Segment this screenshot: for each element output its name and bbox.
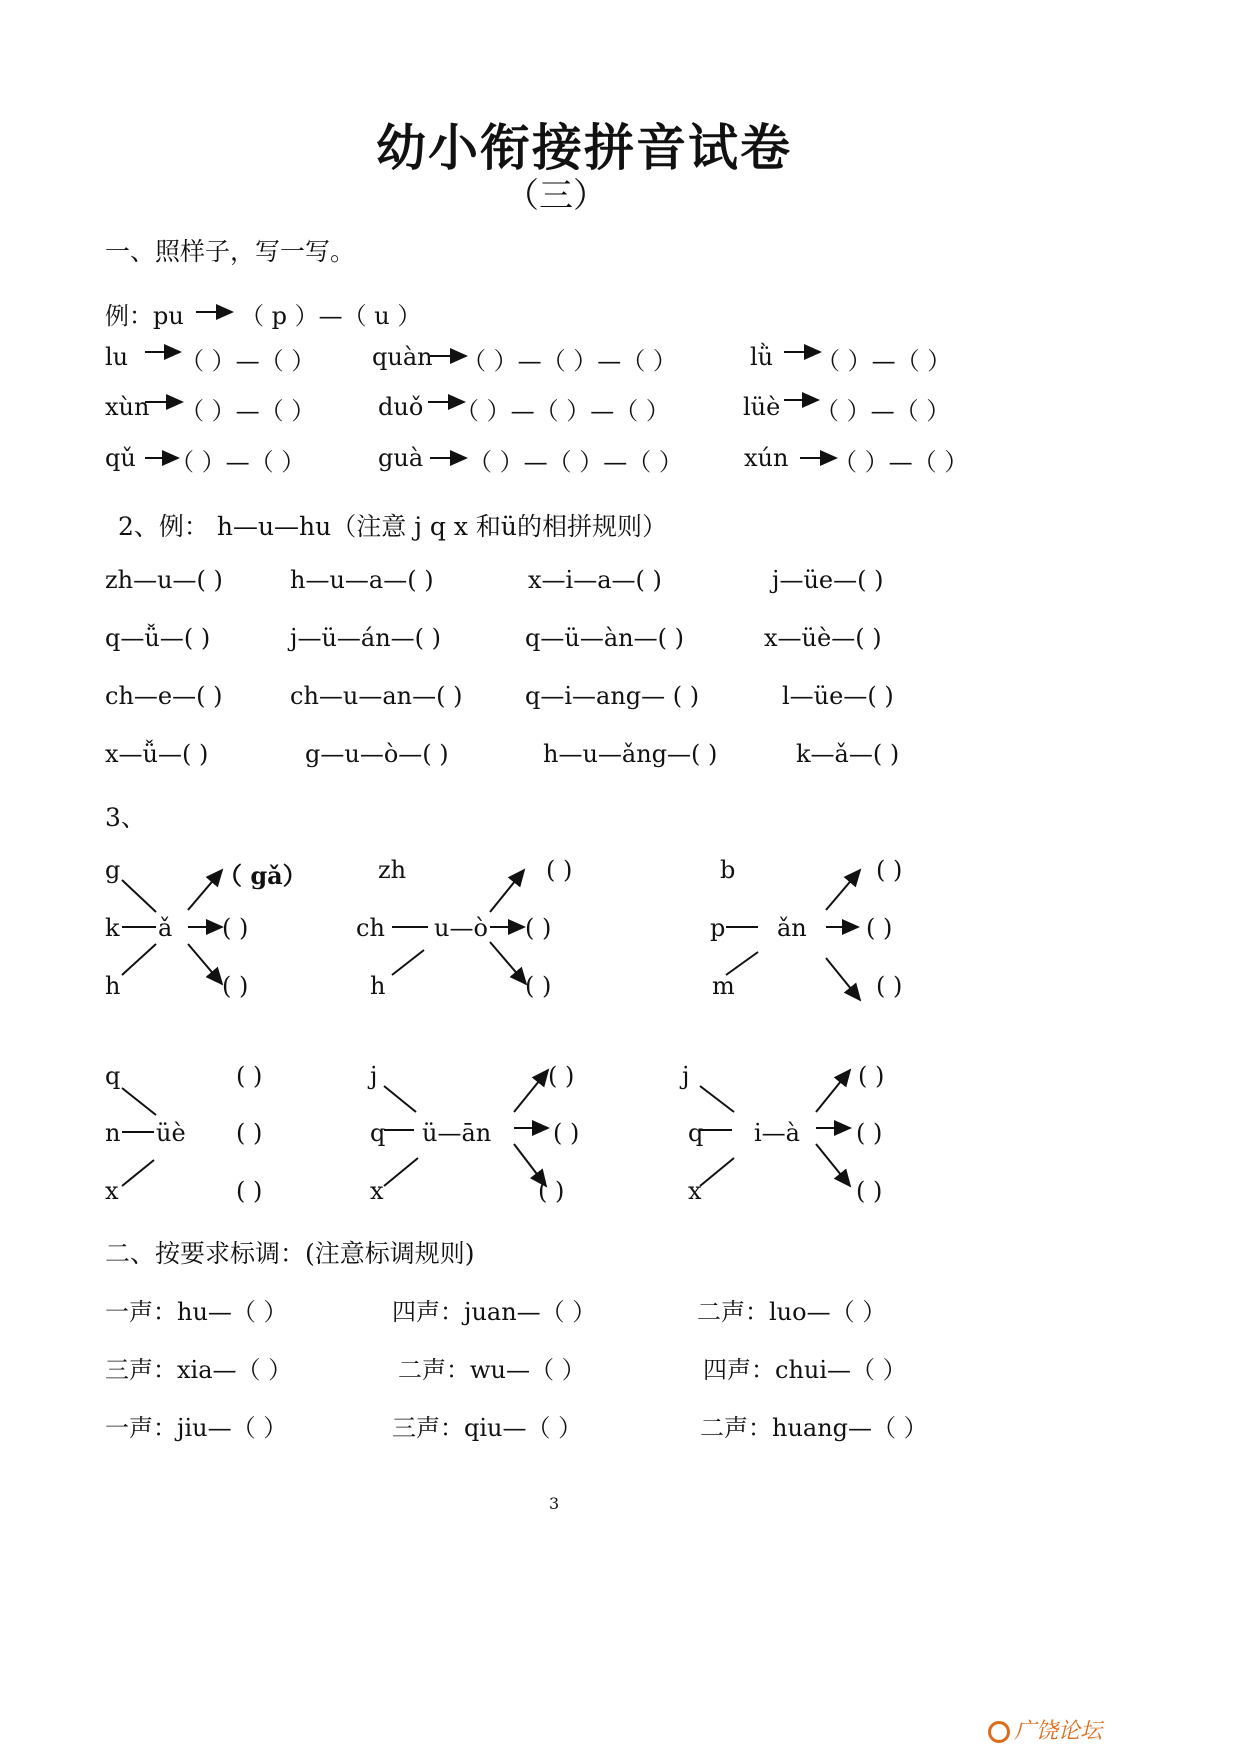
page-subtitle: （三）	[505, 176, 607, 216]
s3-final: ǎn	[777, 914, 807, 942]
s1-syllable: guà	[378, 444, 424, 472]
s3-initial: x	[105, 1177, 119, 1205]
s3-final: ǎ	[158, 914, 173, 942]
s2-item[interactable]: q—ǚ—( )	[105, 624, 211, 652]
s1-blanks[interactable]: （ ）—（ ）—（ ）	[468, 448, 683, 476]
s3-initial: x	[688, 1177, 702, 1205]
section2-heading: 2、例： h—u—hu（注意 j q x 和ü的相拼规则）	[118, 512, 668, 541]
s2-item[interactable]: ch—u—an—( )	[290, 682, 463, 710]
s3-answer[interactable]: ( )	[222, 972, 249, 1000]
s4-item[interactable]: 二声：huang—（ ）	[700, 1414, 928, 1442]
s3-initial: zh	[378, 856, 407, 884]
s1-syllable: duǒ	[378, 393, 424, 421]
s2-item[interactable]: k—ǎ—( )	[796, 740, 900, 768]
s3-initial: x	[370, 1177, 384, 1205]
s4-item[interactable]: 一声：hu—（ ）	[105, 1298, 288, 1326]
s1-blanks[interactable]: （ ）—（ ）—（ ）	[462, 347, 677, 375]
s4-item[interactable]: 一声：jiu—（ ）	[105, 1414, 288, 1442]
section1-example-label: 例：pu	[105, 302, 184, 330]
s4-item[interactable]: 四声：juan—（ ）	[392, 1298, 597, 1326]
s3-initial: n	[105, 1119, 121, 1147]
s2-item[interactable]: zh—u—( )	[105, 566, 223, 594]
s1-syllable: xún	[744, 444, 789, 472]
s4-item[interactable]: 二声：luo—（ ）	[697, 1298, 887, 1326]
s2-item[interactable]: x—üè—( )	[764, 624, 882, 652]
s2-item[interactable]: j—üe—( )	[772, 566, 884, 594]
s3-answer[interactable]: ( )	[525, 972, 552, 1000]
s3-answer[interactable]: ( )	[525, 914, 552, 942]
s3-final: i—à	[754, 1119, 800, 1147]
s3-answer[interactable]: （ gǎ）	[218, 861, 307, 890]
s1-syllable: quàn	[372, 343, 433, 371]
s3-initial: q	[105, 1062, 121, 1090]
s3-initial: ch	[356, 914, 385, 942]
s3-answer[interactable]: ( )	[236, 1177, 263, 1205]
s3-initial: b	[720, 856, 736, 884]
s3-answer[interactable]: ( )	[538, 1177, 565, 1205]
section1-heading: 一、照样子，写一写。	[105, 237, 356, 266]
s3-final: üè	[156, 1119, 186, 1147]
s1-blanks[interactable]: （ ）—（ ）	[815, 397, 951, 425]
s3-answer[interactable]: ( )	[876, 972, 903, 1000]
s1-blanks[interactable]: （ ）—（ ）	[180, 397, 316, 425]
s2-item[interactable]: h—u—a—( )	[290, 566, 434, 594]
s3-initial: j	[370, 1062, 378, 1090]
s3-initial: k	[105, 914, 120, 942]
s3-initial: j	[682, 1062, 690, 1090]
s3-answer[interactable]: ( )	[856, 1177, 883, 1205]
s2-item[interactable]: l—üe—( )	[782, 682, 894, 710]
s3-answer[interactable]: ( )	[236, 1119, 263, 1147]
s1-blanks[interactable]: （ ）—（ ）	[816, 347, 952, 375]
s1-blanks[interactable]: （ ）—（ ）	[170, 448, 306, 476]
s3-final: u—ò	[434, 914, 488, 942]
s2-item[interactable]: x—i—a—( )	[528, 566, 662, 594]
s3-initial: g	[105, 856, 121, 884]
s4-item[interactable]: 四声：chui—（ ）	[703, 1356, 907, 1384]
s3-answer[interactable]: ( )	[866, 914, 893, 942]
s3-initial: p	[710, 914, 726, 942]
section4-heading: 二、按要求标调：(注意标调规则)	[105, 1239, 475, 1268]
s2-item[interactable]: j—ü—án—( )	[290, 624, 442, 652]
s3-initial: m	[712, 972, 735, 1000]
page-title: 幼小衔接拼音试卷	[376, 118, 792, 177]
section3-heading: 3、	[105, 803, 146, 832]
s3-answer[interactable]: ( )	[856, 1119, 883, 1147]
section1-example-answer: （ p ）—（ u ）	[240, 302, 422, 330]
s3-initial: h	[370, 972, 386, 1000]
s1-syllable: lüè	[743, 393, 781, 421]
s1-syllable: xùn	[105, 393, 150, 421]
page-number: 3	[549, 1494, 560, 1513]
s1-blanks[interactable]: （ ）—（ ）	[180, 347, 316, 375]
s3-answer[interactable]: ( )	[236, 1062, 263, 1090]
s2-item[interactable]: ch—e—( )	[105, 682, 223, 710]
s3-answer[interactable]: ( )	[548, 1062, 575, 1090]
s4-item[interactable]: 二声：wu—（ ）	[398, 1356, 586, 1384]
watermark-icon	[988, 1721, 1010, 1743]
watermark-logo	[988, 1714, 1102, 1745]
s4-item[interactable]: 三声：xia—（ ）	[105, 1356, 293, 1384]
s2-item[interactable]: g—u—ò—( )	[305, 740, 449, 768]
s3-final: ü—ān	[422, 1119, 492, 1147]
s4-item[interactable]: 三声：qiu—（ ）	[392, 1414, 583, 1442]
s2-item[interactable]: h—u—ǎng—( )	[543, 740, 718, 768]
s3-answer[interactable]: ( )	[546, 856, 573, 884]
s3-initial: h	[105, 972, 121, 1000]
s1-syllable: qǔ	[105, 444, 136, 472]
s3-initial: q	[688, 1119, 704, 1147]
s1-syllable: lu	[105, 343, 129, 371]
s1-blanks[interactable]: （ ）—（ ）	[833, 448, 969, 476]
watermark-text: 广饶论坛	[1014, 1719, 1103, 1744]
s3-answer[interactable]: ( )	[553, 1119, 580, 1147]
s2-item[interactable]: q—ü—àn—( )	[525, 624, 684, 652]
s3-answer[interactable]: ( )	[858, 1062, 885, 1090]
s2-item[interactable]: q—i—ang— ( )	[525, 682, 700, 710]
s1-blanks[interactable]: （ ）—（ ）—（ ）	[455, 397, 670, 425]
s3-answer[interactable]: ( )	[222, 914, 249, 942]
s2-item[interactable]: x—ǚ—( )	[105, 740, 209, 768]
s1-syllable: lǜ	[750, 343, 774, 371]
s3-initial: q	[370, 1119, 386, 1147]
s3-answer[interactable]: ( )	[876, 856, 903, 884]
